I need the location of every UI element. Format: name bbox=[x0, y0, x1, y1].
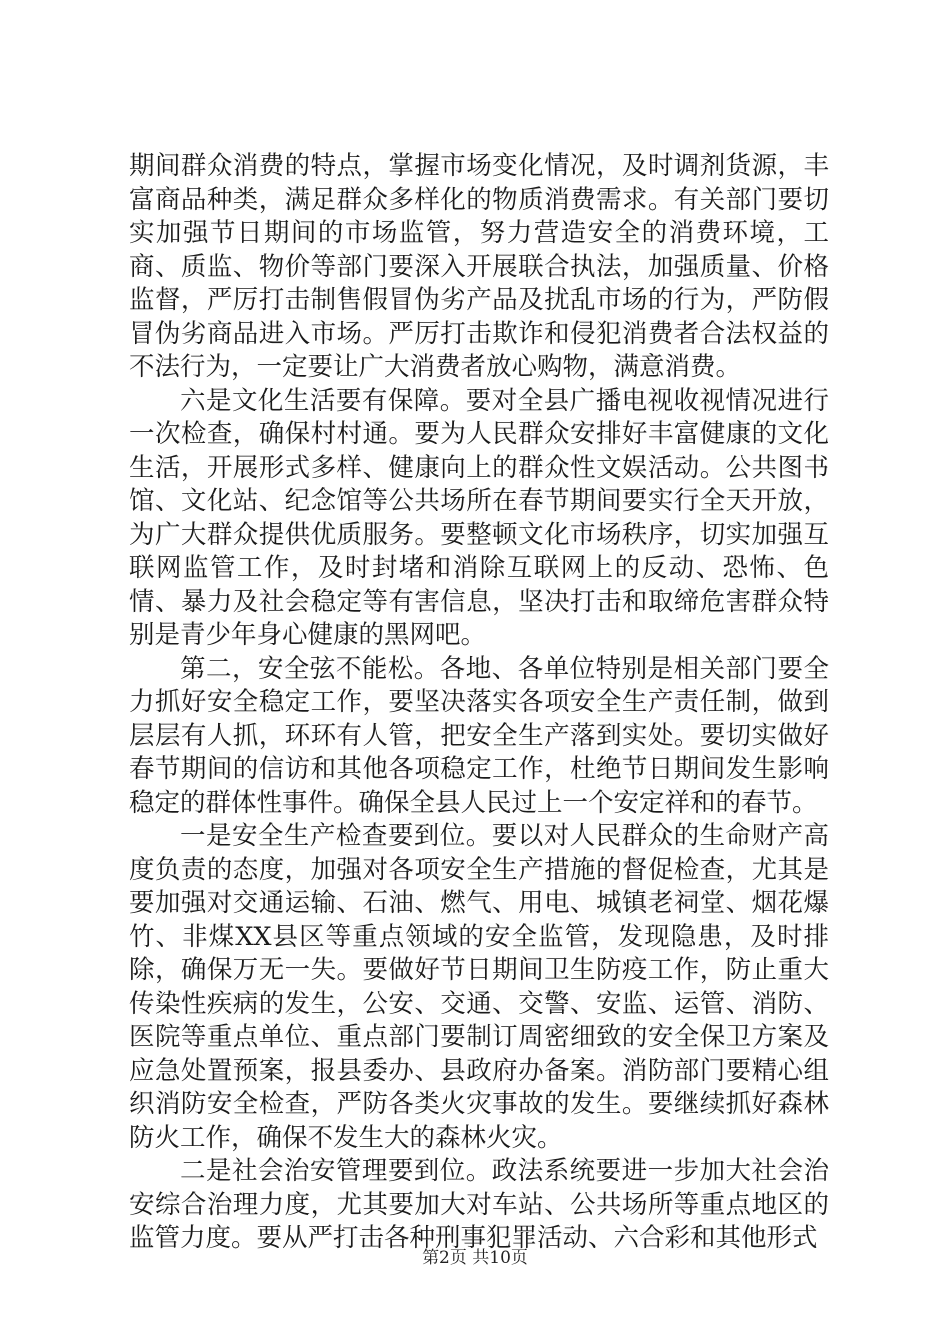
paragraph-5: 二是社会治安管理要到位。政法系统要进一步加大社会治安综合治理力度，尤其要加大对车站、公共场所等重点地区的监管力度。要从严打击各种刑事犯罪活动、六合彩和其他形式 bbox=[129, 1156, 829, 1253]
paragraph-2: 六是文化生活要有保障。要对全县广播电视收视情况进行一次检查，确保村村通。要为人民群众安排好丰富健康的文化生活，开展形式多样、健康向上的群众性文娱活动。公共图书馆、文化站、纪念馆等公共场所在春节期间要实行全天开放，为广大群众提供优质服务。要整顿文化市场秩序，切实加强互联网监管工作，及时封堵和消除互联网上的反动、恐怖、色情、暴力及社会稳定等有害信息，坚决打击和取缔危害群众特别是青少年身心健康的黑网吧。 bbox=[129, 385, 829, 650]
page-number-footer: 第2页 共10页 bbox=[422, 1248, 528, 1268]
paragraph-3: 第二，安全弦不能松。各地、各单位特别是相关部门要全力抓好安全稳定工作，要坚决落实各项安全生产责任制，做到层层有人抓，环环有人管，把安全生产落到实处。要切实做好春节期间的信访和其他各项稳定工作，杜绝节日期间发生影响稳定的群体性事件。确保全县人民过上一个安定祥和的春节。 bbox=[129, 653, 829, 818]
document-body bbox=[129, 150, 829, 1256]
paragraph-1: 期间群众消费的特点，掌握市场变化情况，及时调剂货源，丰富商品种类，满足群众多样化的物质消费需求。有关部门要切实加强节日期间的市场监管，努力营造安全的消费环境，工商、质监、物价等部门要深入开展联合执法，加强质量、价格监督，严厉打击制售假冒伪劣产品及扰乱市场的行为，严防假冒伪劣商品进入市场。严厉打击欺诈和侵犯消费者合法权益的不法行为，一定要让广大消费者放心购物，满意消费。 bbox=[129, 151, 829, 382]
paragraph-4: 一是安全生产检查要到位。要以对人民群众的生命财产高度负责的态度，加强对各项安全生产措施的督促检查，尤其是要加强对交通运输、石油、燃气、用电、城镇老祠堂、烟花爆竹、非煤XX县区等重点领域的安全监管，发现隐患，及时排除，确保万无一失。要做好节日期间卫生防疫工作，防止重大传染性疾病的发生，公安、交通、交警、安监、运管、消防、医院等重点单位、重点部门要制订周密细致的安全保卫方案及应急处置预案，报县委办、县政府办备案。消防部门要精心组织消防安全检查，严防各类火灾事故的发生。要继续抓好森林防火工作，确保不发生大的森林火灾。 bbox=[129, 821, 829, 1153]
